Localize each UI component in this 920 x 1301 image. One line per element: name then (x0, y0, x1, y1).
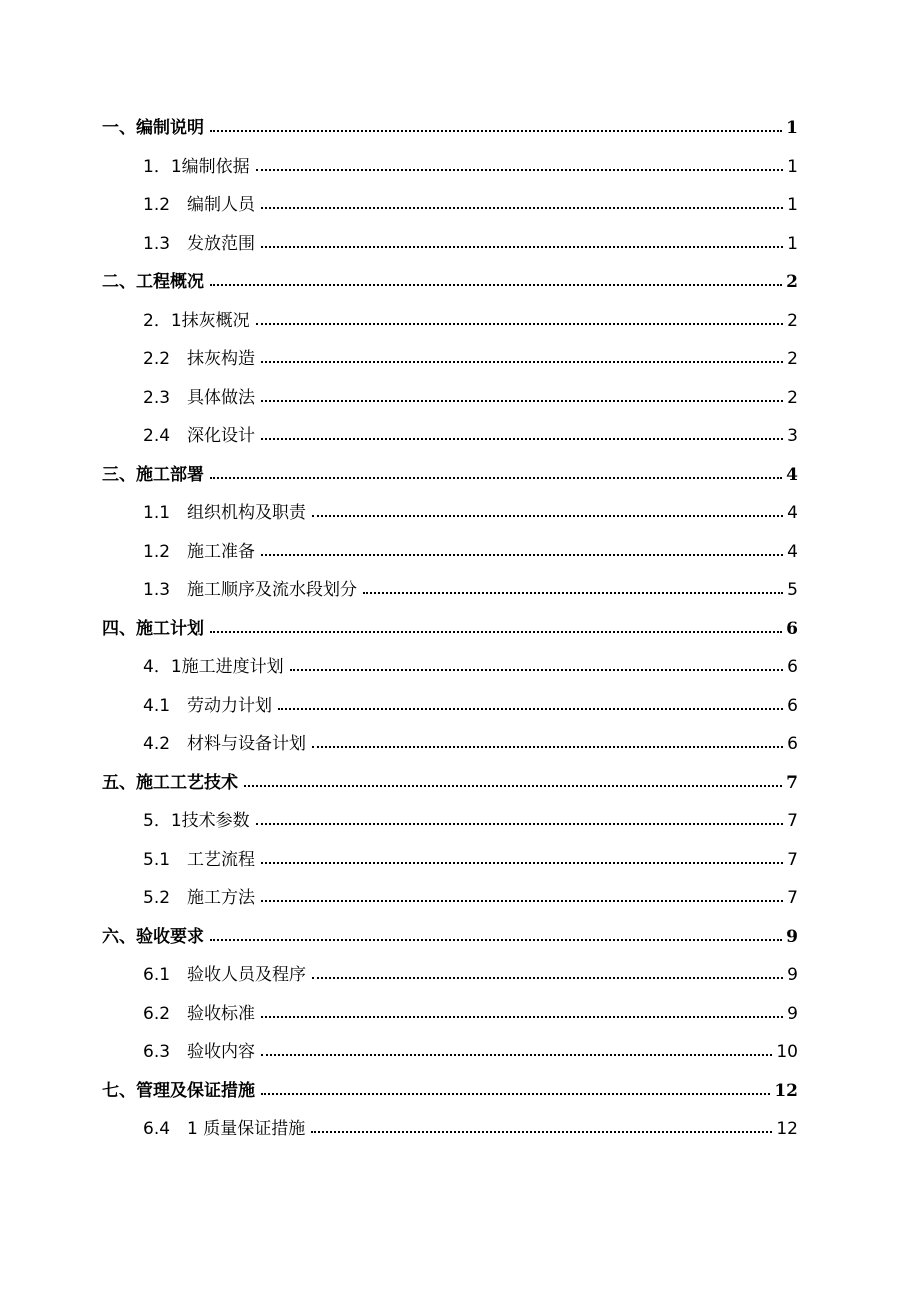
toc-page-number: 6 (786, 619, 798, 639)
toc-subentry[interactable] (143, 651, 798, 677)
toc-heading-entry[interactable] (102, 767, 798, 793)
toc-subentry[interactable] (143, 343, 798, 369)
toc-entry-number: 1.1 (143, 503, 171, 523)
toc-entry-title: 技术参数 (181, 811, 250, 831)
toc-heading-entry[interactable] (102, 921, 798, 947)
dot-leader (256, 823, 784, 825)
dot-leader (261, 207, 783, 209)
toc-entry-number: 2．1 (143, 311, 182, 331)
toc-entry-number: 四、 (102, 619, 136, 639)
toc-heading-entry[interactable] (102, 459, 798, 485)
toc-subentry[interactable] (143, 690, 798, 716)
toc-subentry[interactable] (143, 420, 798, 446)
toc-subentry[interactable] (143, 189, 798, 215)
toc-page-number: 3 (787, 426, 798, 446)
toc-subentry[interactable] (143, 882, 798, 908)
toc-entry-number: 4.2 (143, 734, 171, 754)
toc-page-number: 2 (787, 349, 798, 369)
toc-entry-title: 验收要求 (136, 927, 204, 947)
toc-entry-title: 组织机构及职责 (187, 503, 306, 523)
dot-leader (261, 400, 783, 402)
toc-entry-title: 工艺流程 (187, 850, 255, 870)
dot-leader (261, 361, 783, 363)
toc-subentry[interactable] (143, 536, 798, 562)
toc-entry-number: 6.2 (143, 1004, 171, 1024)
toc-page-number: 7 (787, 850, 798, 870)
dot-leader (210, 939, 782, 941)
toc-entry-number: 6.3 (143, 1042, 171, 1062)
dot-leader (290, 669, 784, 671)
toc-subentry[interactable] (143, 844, 798, 870)
dot-leader (210, 130, 782, 132)
dot-leader (256, 169, 784, 171)
toc-page-number: 12 (776, 1119, 798, 1139)
toc-page-number: 6 (787, 696, 798, 716)
toc-entry-number: 1.3 (143, 234, 171, 254)
toc-page-number: 7 (787, 811, 798, 831)
toc-subentry[interactable] (143, 305, 798, 331)
toc-entry-number: 6.4 (143, 1119, 171, 1139)
toc-entry-number: 2.2 (143, 349, 171, 369)
toc-entry-title: 劳动力计划 (187, 696, 272, 716)
toc-entry-number: 五、 (102, 773, 136, 793)
toc-heading-entry[interactable] (102, 613, 798, 639)
dot-leader (278, 708, 783, 710)
toc-entry-title: 抹灰构造 (187, 349, 255, 369)
toc-entry-number: 六、 (102, 927, 136, 947)
toc-entry-title: 施工准备 (187, 542, 255, 562)
dot-leader (261, 862, 783, 864)
toc-subentry[interactable] (143, 382, 798, 408)
toc-entry-number: 三、 (102, 465, 136, 485)
toc-subentry[interactable] (143, 151, 798, 177)
toc-entry-title: 材料与设备计划 (187, 734, 306, 754)
toc-entry-title: 施工计划 (136, 619, 204, 639)
dot-leader (210, 477, 782, 479)
toc-entry-title: 施工部署 (136, 465, 204, 485)
toc-entry-title: 施工顺序及流水段划分 (187, 580, 357, 600)
toc-page-number: 2 (787, 388, 798, 408)
toc-entry-title: 深化设计 (187, 426, 255, 446)
toc-entry-number: 4.1 (143, 696, 171, 716)
toc-subentry[interactable] (143, 1036, 798, 1062)
toc-entry-number: 七、 (102, 1081, 136, 1101)
toc-entry-title: 发放范围 (187, 234, 255, 254)
toc-page-number: 1 (787, 157, 798, 177)
toc-subentry[interactable] (143, 228, 798, 254)
dot-leader (261, 1054, 772, 1056)
dot-leader (311, 1131, 772, 1133)
toc-heading-entry[interactable] (102, 1075, 798, 1101)
toc-page-number: 7 (787, 888, 798, 908)
toc-entry-title: 工程概况 (136, 272, 204, 292)
toc-entry-title: 管理及保证措施 (136, 1081, 255, 1101)
dot-leader (261, 554, 783, 556)
toc-entry-number: 5.2 (143, 888, 171, 908)
toc-page-number: 9 (787, 1004, 798, 1024)
toc-subentry[interactable] (143, 1113, 798, 1139)
toc-entry-title: 抹灰概况 (181, 311, 250, 331)
dot-leader (261, 1016, 783, 1018)
dot-leader (261, 246, 783, 248)
toc-entry-title: 施工进度计划 (181, 657, 284, 677)
toc-entry-number: 1.2 (143, 195, 171, 215)
toc-entry-title: 编制人员 (187, 195, 255, 215)
toc-entry-number: 二、 (102, 272, 136, 292)
toc-entry-title: 验收标准 (187, 1004, 255, 1024)
toc-entry-number: 5．1 (143, 811, 182, 831)
toc-page-number: 1 (787, 234, 798, 254)
toc-subentry[interactable] (143, 998, 798, 1024)
toc-subentry[interactable] (143, 959, 798, 985)
dot-leader (261, 900, 783, 902)
toc-heading-entry[interactable] (102, 266, 798, 292)
toc-entry-title: 1 质量保证措施 (187, 1119, 306, 1139)
toc-entry-title: 编制依据 (181, 157, 250, 177)
toc-subentry[interactable] (143, 805, 798, 831)
toc-page-number: 5 (787, 580, 798, 600)
toc-heading-entry[interactable] (102, 112, 798, 138)
toc-entry-title: 验收人员及程序 (187, 965, 306, 985)
dot-leader (312, 977, 783, 979)
dot-leader (261, 1093, 770, 1095)
toc-page-number: 4 (787, 542, 798, 562)
dot-leader (261, 438, 783, 440)
toc-page-number: 2 (786, 272, 798, 292)
toc-page-number: 10 (776, 1042, 798, 1062)
toc-entry-title: 施工方法 (187, 888, 255, 908)
toc-page-number: 6 (787, 657, 798, 677)
dot-leader (210, 284, 782, 286)
toc-page-number: 1 (787, 195, 798, 215)
toc-page-number: 9 (787, 965, 798, 985)
toc-entry-number: 6.1 (143, 965, 171, 985)
toc-entry-title: 具体做法 (187, 388, 255, 408)
toc-entry-number: 5.1 (143, 850, 171, 870)
toc-entry-number: 一、 (102, 118, 136, 138)
toc-entry-number: 4．1 (143, 657, 182, 677)
dot-leader (244, 785, 782, 787)
toc-page-number: 4 (787, 503, 798, 523)
dot-leader (256, 323, 784, 325)
toc-entry-title: 施工工艺技术 (136, 773, 238, 793)
toc-entry-title: 编制说明 (136, 118, 204, 138)
toc-entry-number: 1．1 (143, 157, 182, 177)
toc-subentry[interactable] (143, 728, 798, 754)
toc-entry-number: 1.2 (143, 542, 171, 562)
dot-leader (363, 592, 783, 594)
toc-subentry[interactable] (143, 574, 798, 600)
toc-page-number: 4 (786, 465, 798, 485)
toc-subentry[interactable] (143, 497, 798, 523)
toc-page-number: 1 (786, 118, 798, 138)
toc-page-number: 6 (787, 734, 798, 754)
toc-page-number: 7 (786, 773, 798, 793)
toc-page-number: 9 (786, 927, 798, 947)
toc-entry-number: 1.3 (143, 580, 171, 600)
toc-page-number: 2 (787, 311, 798, 331)
toc-entry-title: 验收内容 (187, 1042, 255, 1062)
dot-leader (312, 746, 783, 748)
toc-page-number: 12 (774, 1081, 798, 1101)
dot-leader (312, 515, 783, 517)
toc-entry-number: 2.4 (143, 426, 171, 446)
toc-entry-number: 2.3 (143, 388, 171, 408)
dot-leader (210, 631, 782, 633)
